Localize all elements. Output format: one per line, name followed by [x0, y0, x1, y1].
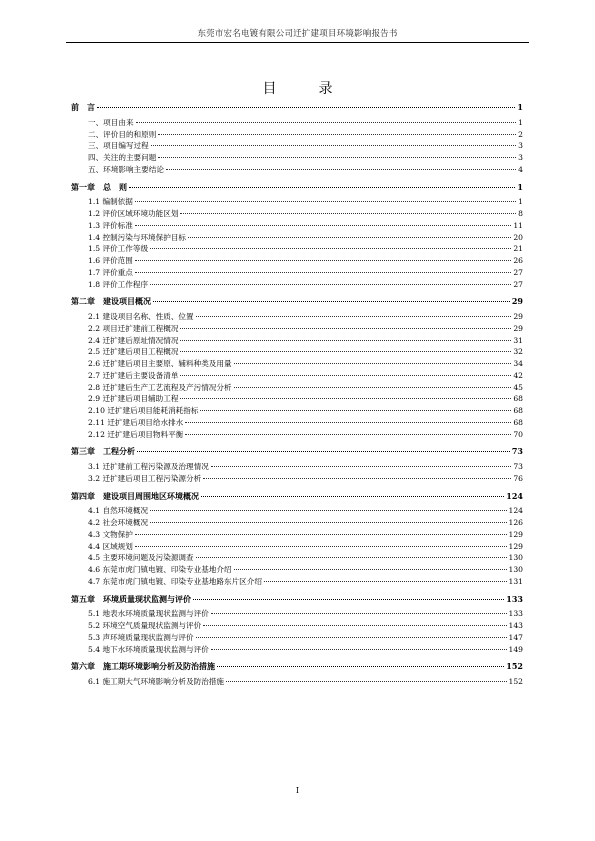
toc-item[interactable] — [88, 608, 523, 619]
toc-entry-page: 152 — [508, 677, 523, 686]
toc-entry-page: 76 — [513, 473, 523, 483]
toc-item[interactable] — [88, 644, 523, 655]
toc-entry-page: 27 — [513, 279, 523, 289]
dot-leader — [203, 625, 506, 626]
dot-leader — [226, 681, 507, 682]
toc-entry-page: 45 — [513, 382, 523, 392]
toc-entry-label: 4.1 自然环境概况 — [88, 506, 149, 516]
dot-leader — [150, 522, 506, 523]
toc-entry-page: 1 — [517, 181, 523, 192]
toc-entry-label: 4.5 主要环境问题及污染源调查 — [88, 553, 194, 563]
toc-entry-page: 152 — [506, 661, 523, 672]
toc-entry-page: 149 — [508, 644, 523, 654]
toc-entry-label: 第六章 施工期环境影响分析及防治措施 — [71, 661, 215, 672]
dot-leader — [129, 187, 515, 188]
dot-leader — [196, 557, 507, 558]
toc-chapter[interactable] — [71, 661, 523, 672]
dot-leader — [203, 478, 511, 479]
toc-entry-label: 5.4 地下水环境质量现状监测与评价 — [88, 644, 209, 654]
toc-item[interactable] — [88, 393, 523, 404]
toc-item[interactable] — [88, 323, 523, 334]
toc-item[interactable] — [88, 429, 523, 440]
toc-entry-page: 29 — [511, 296, 523, 307]
toc-entry-label: 五、环境影响主要结论 — [88, 164, 164, 174]
toc-entry-label: 1.4 控制污染与环境保护目标 — [88, 232, 187, 242]
dot-leader — [211, 613, 507, 614]
toc-entry-page: 1 — [517, 102, 523, 112]
dot-leader — [196, 316, 512, 317]
toc-item[interactable] — [88, 405, 523, 416]
toc-entry-label: 2.5 迁扩建后项目工程概况 — [88, 347, 179, 357]
dot-leader — [150, 510, 506, 511]
toc-entry-page: 27 — [513, 267, 523, 277]
toc-entry-page: 21 — [513, 244, 523, 254]
toc-entry-page: 68 — [513, 394, 523, 404]
dot-leader — [180, 328, 511, 329]
toc-entry-label: 2.12 迁扩建后项目物料平衡 — [88, 429, 184, 439]
toc-item[interactable] — [88, 129, 523, 140]
toc-entry-label: 一、项目由来 — [88, 117, 134, 127]
toc-entry-page: 1 — [518, 197, 523, 207]
toc-chapter[interactable] — [71, 296, 523, 307]
dot-leader — [193, 599, 504, 600]
toc-item[interactable] — [88, 311, 523, 322]
toc-entry-page: 131 — [508, 576, 523, 586]
toc-item[interactable] — [88, 473, 523, 484]
toc-item[interactable] — [88, 417, 523, 428]
toc-entry-page: 126 — [508, 518, 523, 527]
toc-item[interactable] — [88, 370, 523, 381]
toc-item[interactable] — [88, 255, 523, 266]
toc-entry-label: 2.8 迁扩建后生产工艺流程及产污情况分析 — [88, 382, 232, 392]
toc-item[interactable] — [88, 232, 523, 243]
toc-entry-label: 前 言 — [71, 102, 95, 112]
toc-item[interactable] — [88, 576, 523, 587]
toc-entry-page: 129 — [508, 529, 523, 539]
toc-entry-label: 第四章 建设项目周围地区环境概况 — [71, 490, 199, 501]
toc-entry-page: 124 — [508, 506, 523, 516]
toc-entry-page: 29 — [513, 312, 523, 321]
toc-entry-label: 4.4 区域规划 — [88, 541, 133, 551]
toc-item[interactable] — [88, 279, 523, 290]
toc-item[interactable] — [88, 505, 523, 516]
dot-leader — [158, 157, 516, 158]
toc-entry-label: 1.3 评价标准 — [88, 220, 133, 230]
toc-entry-page: 20 — [513, 232, 523, 242]
dot-leader — [180, 398, 511, 399]
dot-leader — [151, 145, 516, 146]
toc-entry-page: 29 — [513, 323, 523, 333]
dot-leader — [135, 201, 516, 202]
toc-entry-page: 70 — [513, 429, 523, 439]
toc-item[interactable] — [88, 140, 523, 151]
dot-leader — [135, 546, 507, 547]
toc-entry-label: 1.1 编制依据 — [88, 197, 133, 207]
toc-entry-label: 第二章 建设项目概况 — [71, 296, 151, 307]
toc-entry-page: 73 — [513, 462, 523, 471]
dot-leader — [136, 122, 517, 123]
toc-item[interactable] — [88, 208, 523, 219]
toc-entry-page: 68 — [513, 406, 523, 415]
toc-item[interactable] — [88, 152, 523, 163]
toc-entry-label: 第三章 工程分析 — [71, 446, 135, 457]
toc-item[interactable] — [88, 117, 523, 128]
dot-leader — [234, 363, 512, 364]
toc-entry-label: 四、关注的主要问题 — [88, 153, 157, 162]
page-title: 目 录 — [262, 81, 347, 97]
toc-entry-label: 2.11 迁扩建后项目给水排水 — [88, 417, 184, 427]
toc-entry-page: 130 — [508, 565, 523, 574]
toc-item[interactable] — [88, 243, 523, 254]
dot-leader — [201, 496, 504, 497]
toc-entry-page: 11 — [513, 220, 523, 230]
toc-item[interactable] — [88, 196, 523, 207]
toc-entry-label: 2.6 迁扩建后项目主要原、辅料种类及用量 — [88, 359, 232, 368]
toc-entry-page: 124 — [506, 490, 523, 501]
dot-leader — [135, 260, 511, 261]
toc-entry-label: 6.1 施工期大气环境影响分析及防治措施 — [88, 677, 224, 686]
dot-leader — [185, 422, 511, 423]
dot-leader — [200, 410, 511, 411]
toc-entry-page: 130 — [508, 553, 523, 563]
toc-entry-page: 8 — [518, 209, 523, 218]
dot-leader — [153, 301, 510, 302]
toc-item[interactable] — [88, 541, 523, 552]
toc-item[interactable] — [88, 564, 523, 575]
toc-item[interactable] — [88, 335, 523, 346]
dot-leader — [185, 434, 511, 435]
running-header: 东莞市宏名电镀有限公司迁扩建项目环境影响报告书 — [197, 29, 398, 39]
toc-item[interactable] — [88, 552, 523, 563]
toc-chapter[interactable] — [71, 594, 523, 605]
dot-leader — [150, 248, 511, 249]
toc-entry-label: 三、项目编写过程 — [88, 141, 149, 151]
dot-leader — [196, 637, 507, 638]
toc-entry-label: 5.3 声环境质量现状监测与评价 — [88, 632, 194, 642]
toc-entry-page: 68 — [513, 417, 523, 427]
toc-entry-label: 2.10 迁扩建后项目能耗消耗指标 — [88, 406, 199, 415]
dot-leader — [211, 649, 507, 650]
toc-item[interactable] — [88, 346, 523, 357]
dot-leader — [180, 213, 516, 214]
toc-item[interactable] — [88, 632, 523, 643]
toc-item[interactable] — [88, 529, 523, 540]
toc-entry-page: 129 — [508, 541, 523, 551]
toc-entry-label: 2.7 迁扩建后主要设备清单 — [88, 370, 179, 380]
toc-chapter[interactable] — [71, 491, 523, 502]
dot-leader — [188, 237, 511, 238]
toc-entry-label: 4.7 东莞市虎门镇电镀、印染专业基地路东片区介绍 — [88, 576, 262, 586]
toc-item[interactable] — [88, 517, 523, 528]
toc-entry-label: 第一章 总 则 — [71, 181, 127, 192]
toc-item[interactable] — [88, 461, 523, 472]
toc-entry-page: 133 — [506, 593, 523, 604]
toc-entry-label: 1.7 评价重点 — [88, 267, 133, 277]
dot-leader — [158, 134, 516, 135]
dot-leader — [264, 581, 507, 582]
toc-entry-page: 3 — [518, 153, 523, 162]
toc-entry-label: 1.6 评价范围 — [88, 256, 133, 265]
toc-entry-label: 3.1 迁扩建前工程污染源及治理情况 — [88, 462, 209, 471]
toc-item[interactable] — [88, 382, 523, 393]
toc-entry-page: 147 — [508, 632, 523, 642]
page-number: I — [295, 786, 300, 795]
dot-leader — [166, 169, 516, 170]
toc-entry-label: 2.2 项目迁扩建前工程概况 — [88, 323, 179, 333]
toc-entry-label: 4.3 文物保护 — [88, 529, 133, 539]
dot-leader — [211, 466, 512, 467]
toc-entry-page: 3 — [518, 141, 523, 151]
toc-entry-page: 26 — [513, 256, 523, 265]
dot-leader — [150, 284, 511, 285]
toc-chapter[interactable] — [71, 446, 523, 457]
toc-entry-page: 34 — [513, 359, 523, 368]
toc-entry-page: 133 — [508, 609, 523, 619]
dot-leader — [135, 225, 511, 226]
toc-entry-label: 第五章 环境质量现状监测与评价 — [71, 593, 191, 604]
toc-entry-page: 143 — [508, 621, 523, 630]
dot-leader — [217, 666, 504, 667]
dot-leader — [135, 272, 511, 273]
toc-entry-label: 4.6 东莞市虎门镇电镀、印染专业基地介绍 — [88, 565, 232, 574]
toc-entry-label: 1.5 评价工作等级 — [88, 244, 149, 254]
toc-entry-label: 1.2 评价区域环境功能区划 — [88, 209, 179, 218]
toc-item[interactable] — [88, 358, 523, 369]
toc-chapter[interactable] — [71, 182, 523, 193]
toc-entry-page: 42 — [513, 370, 523, 380]
toc-entry-page: 4 — [518, 164, 523, 174]
toc-entry-page: 2 — [518, 129, 523, 139]
dot-leader — [97, 107, 515, 108]
toc-entry-page: 1 — [518, 117, 523, 127]
toc-item[interactable] — [88, 676, 523, 687]
dot-leader — [234, 387, 512, 388]
dot-leader — [180, 340, 511, 341]
toc-item[interactable] — [88, 164, 523, 175]
toc-entry-page: 32 — [513, 347, 523, 357]
dot-leader — [180, 375, 511, 376]
toc-entry-label: 2.9 迁扩建后项目辅助工程 — [88, 394, 179, 404]
toc-entry-label: 2.1 建设项目名称、性质、位置 — [88, 312, 194, 321]
toc-entry-label: 2.4 迁扩建后原址情况情况 — [88, 335, 179, 345]
toc-entry-page: 31 — [513, 335, 523, 345]
toc-entry-label: 4.2 社会环境概况 — [88, 518, 149, 527]
toc-item[interactable] — [88, 220, 523, 231]
toc-chapter[interactable] — [71, 102, 523, 113]
toc-item[interactable] — [88, 620, 523, 631]
toc-entry-label: 5.2 环境空气质量现状监测与评价 — [88, 621, 202, 630]
toc-entry-label: 二、评价目的和原则 — [88, 129, 157, 139]
toc-item[interactable] — [88, 267, 523, 278]
dot-leader — [135, 534, 507, 535]
dot-leader — [234, 569, 507, 570]
toc-entry-label: 5.1 地表水环境质量现状监测与评价 — [88, 609, 209, 619]
dot-leader — [137, 451, 510, 452]
toc-entry-label: 3.2 迁扩建后项目工程污染源分析 — [88, 473, 202, 483]
toc-entry-label: 1.8 评价工作程序 — [88, 279, 149, 289]
dot-leader — [180, 351, 511, 352]
toc-entry-page: 73 — [511, 446, 523, 457]
